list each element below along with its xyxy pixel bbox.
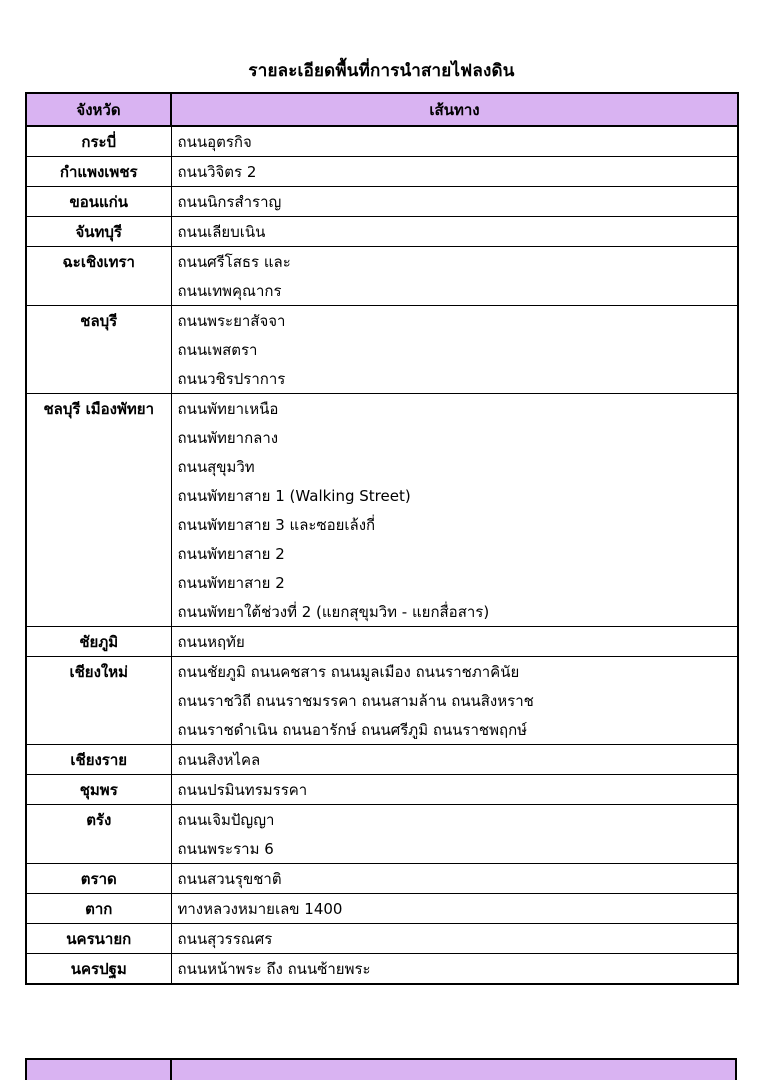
province-name: ขอนแก่น (69, 192, 129, 211)
province-name: ตรัง (86, 810, 112, 829)
route-line: ถนนหฤทัย (177, 632, 245, 651)
province-name: ชลบุรี เมืองพัทยา (43, 399, 154, 418)
province-cell (26, 657, 171, 745)
province-cell (26, 126, 171, 157)
route-cell (171, 157, 738, 187)
route-line: ถนนหน้าพระ ถึง ถนนซ้ายพระ (177, 959, 371, 978)
route-line: ถนนเทพคุณากร (177, 281, 282, 300)
route-line: ถนนสุวรรณศร (177, 929, 273, 948)
table-row (26, 745, 738, 775)
route-cell (171, 775, 738, 805)
route-cell (171, 394, 738, 627)
column-divider (170, 1060, 172, 1080)
route-line: ถนนวิจิตร 2 (177, 162, 257, 181)
route-line: ถนนพัทยาใต้ช่วงที่ 2 (แยกสุขุมวิท - แยกสื่อสาร) (177, 602, 490, 621)
province-name: กำแพงเพชร (59, 162, 138, 181)
route-cell (171, 126, 738, 157)
route-cell (171, 627, 738, 657)
province-name: เชียงใหม่ (69, 662, 129, 681)
province-cell (26, 247, 171, 306)
province-cell (26, 954, 171, 985)
route-line: ถนนพัทยาเหนือ (177, 399, 279, 418)
province-name: ชลบุรี (80, 311, 118, 330)
route-line: ถนนปรมินทรมรรคา (177, 780, 308, 799)
table-row (26, 924, 738, 954)
route-cell (171, 657, 738, 745)
route-line: ถนนสวนรุขชาติ (177, 869, 282, 888)
route-line: ถนนสิงหไคล (177, 750, 261, 769)
province-cell (26, 805, 171, 864)
table-row (26, 217, 738, 247)
route-cell (171, 864, 738, 894)
province-name: นครนายก (66, 929, 132, 948)
province-cell (26, 187, 171, 217)
table-row (26, 394, 738, 627)
route-cell (171, 924, 738, 954)
route-cell (171, 306, 738, 394)
route-line: ถนนวชิรปราการ (177, 369, 286, 388)
table-row (26, 657, 738, 745)
table-row (26, 864, 738, 894)
province-name: ฉะเชิงเทรา (62, 252, 135, 271)
route-line: ถนนเลียบเนิน (177, 222, 266, 241)
route-line: ถนนพัทยาสาย 2 (177, 573, 285, 592)
route-line: ถนนเจิมปัญญา (177, 810, 275, 829)
province-name: ตราด (80, 869, 117, 888)
route-cell (171, 894, 738, 924)
route-cell (171, 745, 738, 775)
table-row (26, 306, 738, 394)
route-cell (171, 805, 738, 864)
province-cell (26, 745, 171, 775)
route-line: ถนนพัทยาสาย 2 (177, 544, 285, 563)
province-name: ตาก (85, 899, 113, 918)
route-line: ถนนพระยาสัจจา (177, 311, 286, 330)
province-cell (26, 217, 171, 247)
page-title: รายละเอียดพื้นที่การนำสายไฟลงดิน (248, 61, 515, 81)
route-line: ถนนเพสตรา (177, 340, 258, 359)
province-name: จันทบุรี (75, 222, 122, 241)
route-line: ถนนศรีโสธร และ (177, 252, 291, 271)
table-row (26, 187, 738, 217)
route-line: ถนนนิกรสำราญ (177, 192, 282, 211)
table-header-row (26, 93, 738, 126)
table-row (26, 894, 738, 924)
route-line: ถนนพัทยาสาย 3 และซอยเล้งกี่ (177, 515, 376, 534)
route-line: ถนนราชวิถี ถนนราชมรรคา ถนนสามล้าน ถนนสิงหราช (177, 691, 534, 710)
table-row (26, 157, 738, 187)
table-row (26, 247, 738, 306)
route-line: ทางหลวงหมายเลข 1400 (177, 899, 343, 918)
table-row (26, 805, 738, 864)
province-name: ชัยภูมิ (79, 632, 119, 651)
route-line: ถนนพระราม 6 (177, 839, 274, 858)
route-cell (171, 247, 738, 306)
route-line: ถนนสุขุมวิท (177, 457, 255, 476)
province-cell (26, 894, 171, 924)
table-row (26, 627, 738, 657)
column-header-route: เส้นทาง (171, 93, 738, 126)
route-cell (171, 217, 738, 247)
next-page-header-strip (25, 1058, 737, 1080)
province-cell (26, 394, 171, 627)
province-cell (26, 157, 171, 187)
route-line: ถนนอุตรกิจ (177, 132, 252, 151)
table-row (26, 126, 738, 157)
province-cell (26, 924, 171, 954)
province-cell (26, 627, 171, 657)
underground-cable-table (25, 92, 739, 985)
route-line: ถนนพัทยาสาย 1 (Walking Street) (177, 486, 411, 505)
table-row (26, 775, 738, 805)
route-cell (171, 954, 738, 985)
province-name: กระบี่ (81, 132, 117, 151)
province-name: นครปฐม (70, 959, 127, 978)
route-line: ถนนพัทยากลาง (177, 428, 279, 447)
route-cell (171, 187, 738, 217)
route-line: ถนนชัยภูมิ ถนนคชสาร ถนนมูลเมือง ถนนราชภาคินัย (177, 662, 520, 681)
province-name: ชุมพร (79, 780, 118, 799)
province-cell (26, 864, 171, 894)
column-header-province: จังหวัด (26, 93, 171, 126)
province-cell (26, 775, 171, 805)
table-row (26, 954, 738, 985)
province-name: เชียงราย (70, 750, 128, 769)
route-line: ถนนราชดำเนิน ถนนอารักษ์ ถนนศรีภูมิ ถนนราชพฤกษ์ (177, 720, 528, 739)
province-cell (26, 306, 171, 394)
